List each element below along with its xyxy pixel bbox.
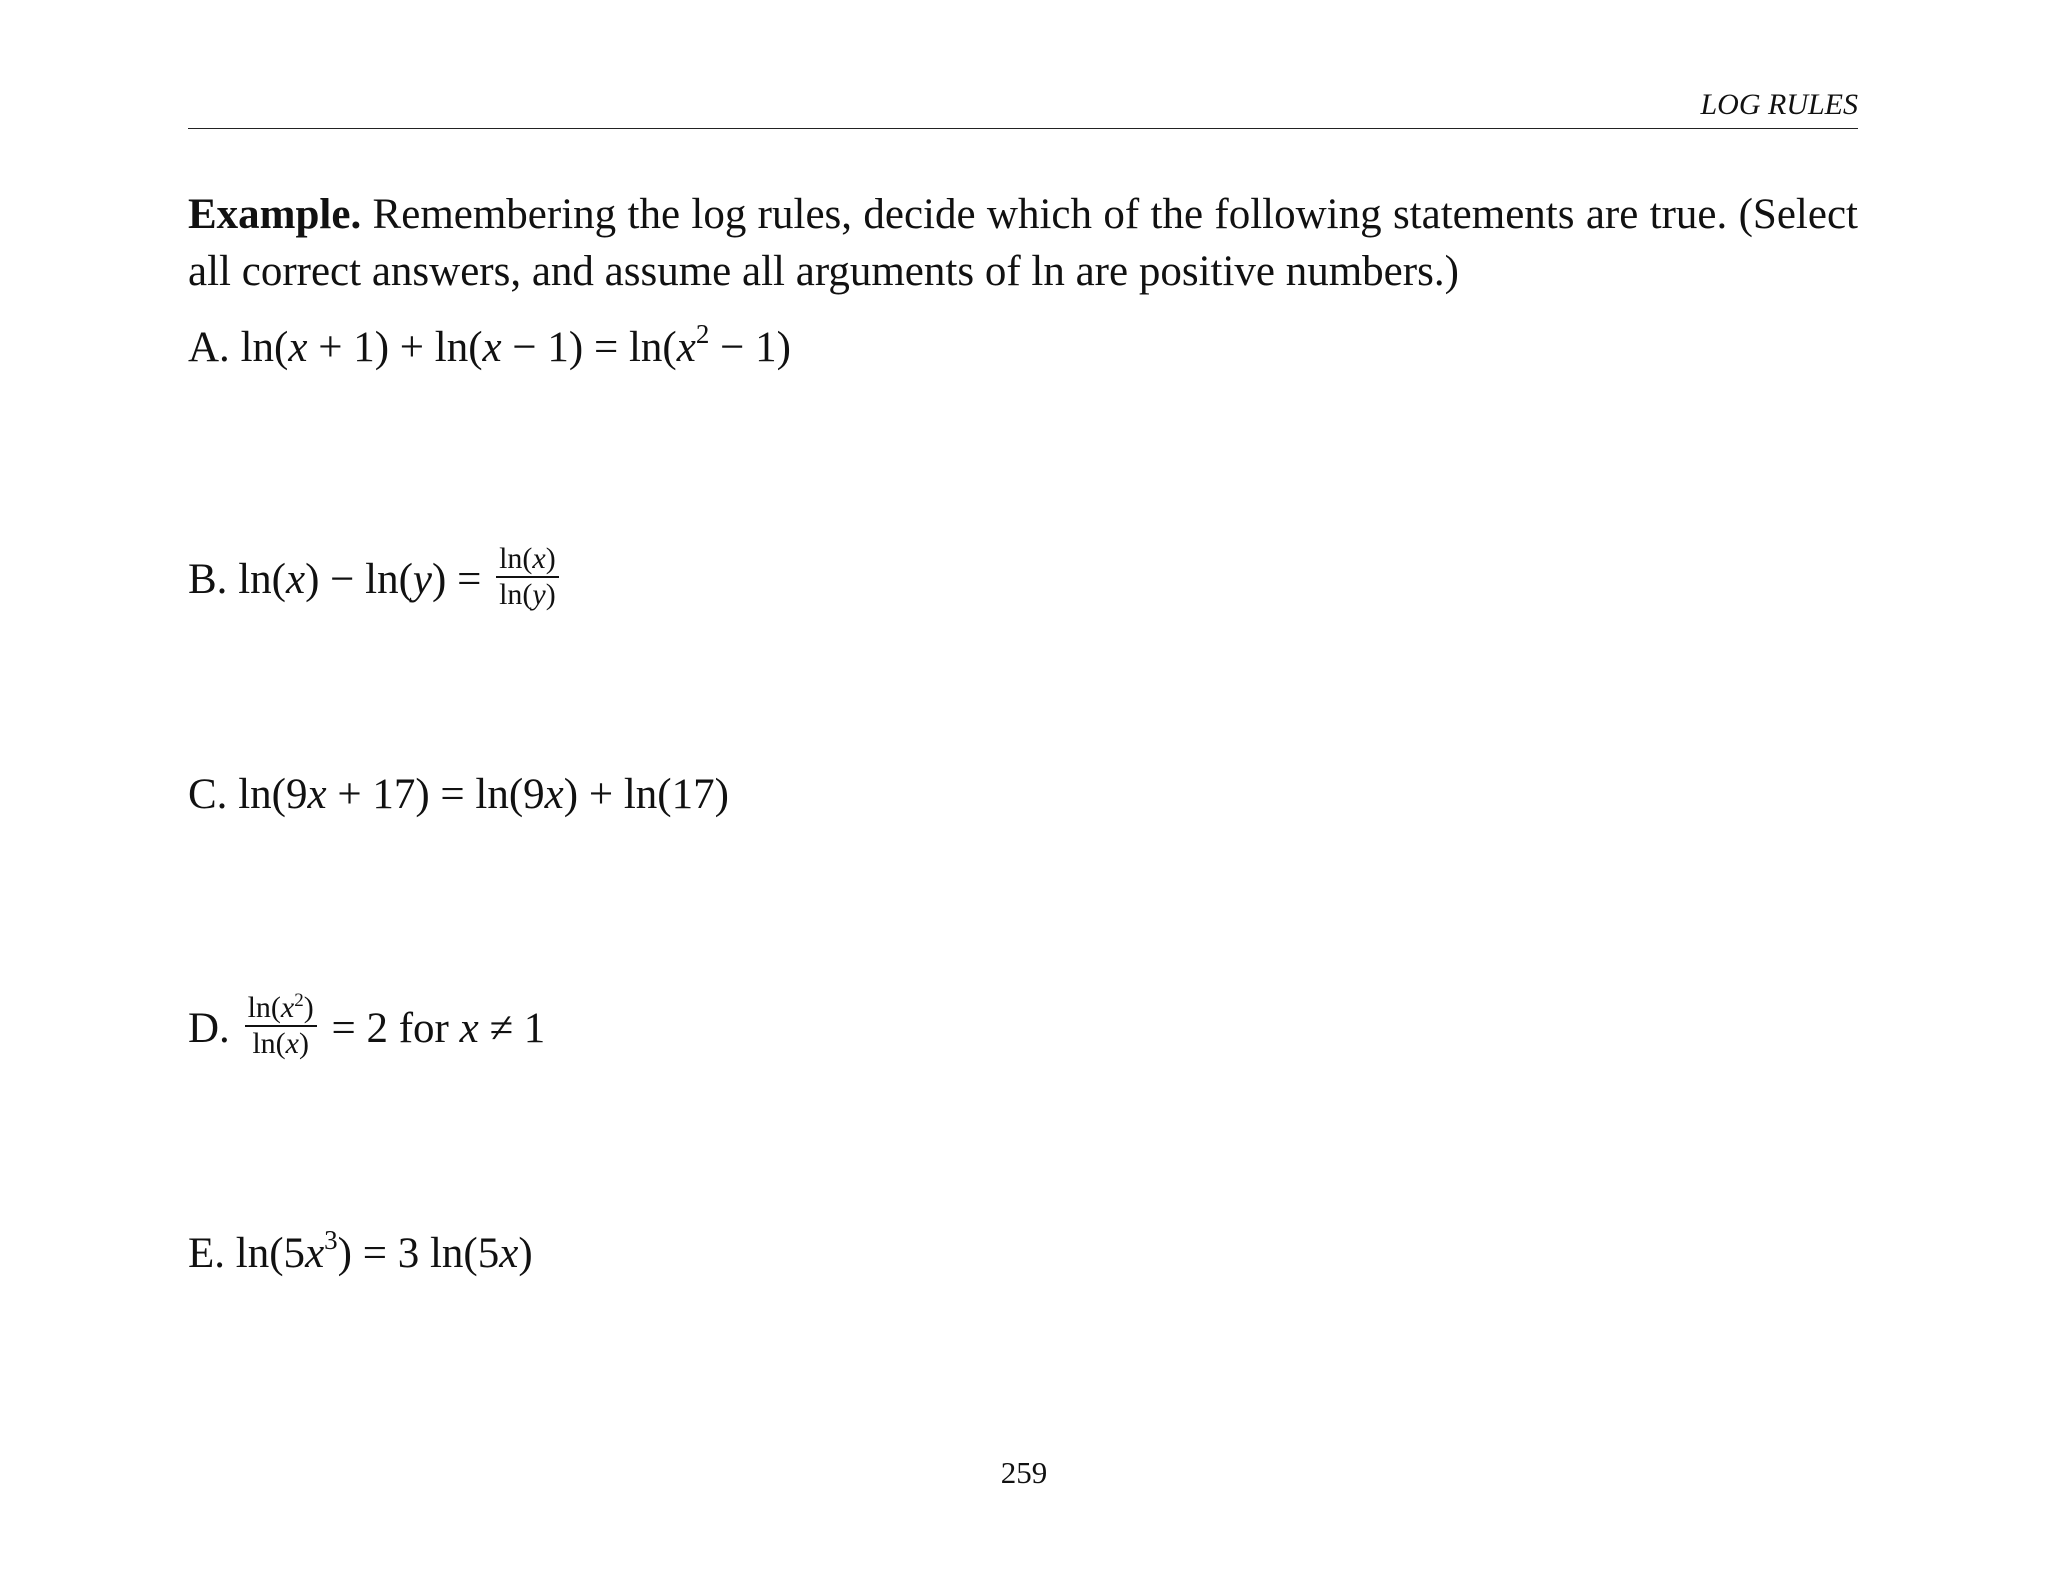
option-a-equation: $\ln(x + 1) + \ln(x - 1) = \ln(x^2 - 1)$ <box>240 319 791 371</box>
option-e <box>188 1226 533 1282</box>
option-b-label: B. <box>188 555 228 603</box>
option-e-label: E. <box>188 1230 226 1277</box>
option-d <box>188 990 546 1067</box>
header-rule <box>188 128 1858 129</box>
option-e-equation: $\ln(5x^3) = 3$ ln(5x) <box>235 1225 533 1277</box>
option-c-equation: ln(9x + 17) = ln(9x) + ln(17) <box>238 771 729 818</box>
example-text: Remembering the log rules, decide which of the following statements are true. (Select all correct answers, and assume all arguments of ln are positive numbers.) <box>188 191 1858 295</box>
running-head: LOG RULES <box>1700 88 1858 121</box>
option-b-fraction: $\frac{\ln(x)}{\ln(y)}$ <box>496 542 559 612</box>
option-a <box>188 320 791 376</box>
example-label: Example. <box>188 191 362 238</box>
page-number: 259 <box>1000 1455 1048 1490</box>
option-b-equation: ln(x) − ln(y) = $\frac{\ln(x)}{\ln(y)}$ <box>238 556 563 603</box>
option-b <box>188 542 563 618</box>
option-d-fraction: $\frac{\ln(x^2)}{\ln(x)}$ <box>245 991 317 1061</box>
option-a-label: A. <box>188 324 230 371</box>
option-d-equation: $\frac{\ln(x^2)}{\ln(x)}$ = 2 for x ≠ 1 <box>241 1005 546 1052</box>
option-c <box>188 767 729 823</box>
option-d-label: D. <box>188 1004 230 1052</box>
option-c-label: C. <box>188 771 228 818</box>
example-prompt <box>188 186 1858 300</box>
